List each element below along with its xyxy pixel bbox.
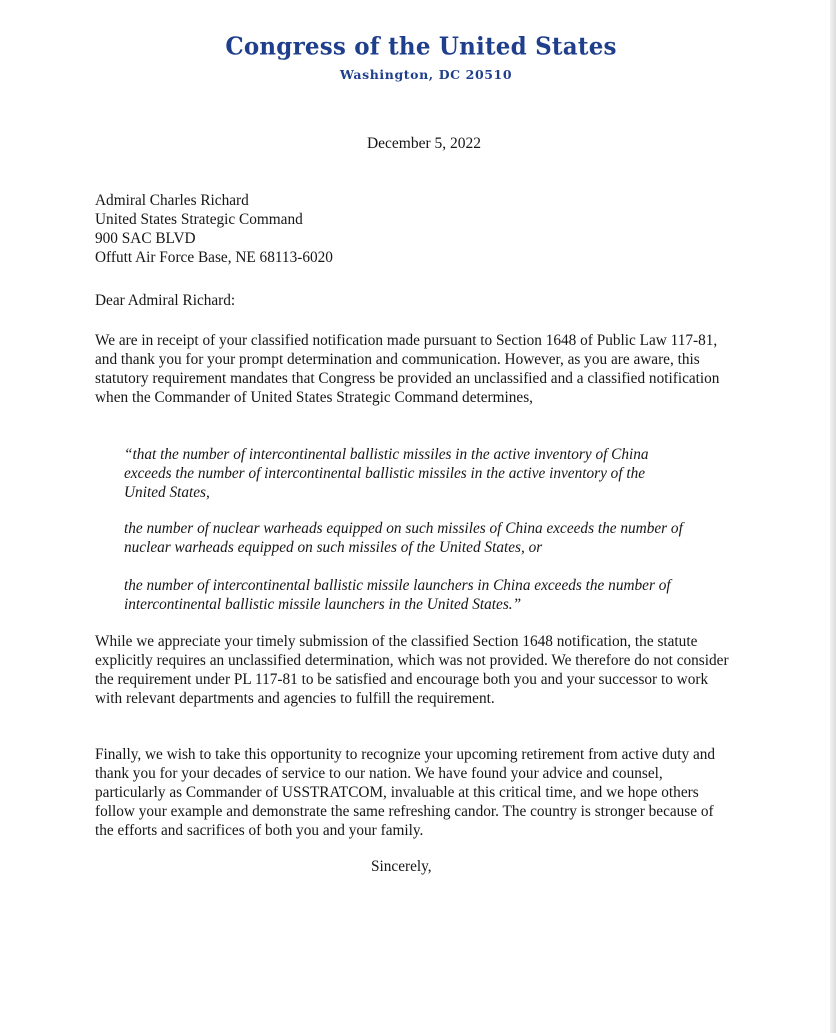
quote-item: the number of intercontinental ballistic missile launchers in China exceeds the number of intercontinental ballistic missile launchers in the United States.” (124, 577, 671, 613)
page-edge (830, 0, 836, 1033)
quote-item: “that the number of intercontinental ballistic missiles in the active inventory of China exceeds the number of intercontinental ballistic missiles in the active inventory of the United States, (124, 446, 649, 501)
address-line: United States Strategic Command (95, 211, 303, 228)
paragraph-determination: While we appreciate your timely submission of the classified Section 1648 notification, the statute explicitly requires an unclassified determination, which was not provided. We therefore do not consider the requirement under PL 117-81 to be satisfied and encourage both you and your successor to work with relevant departments and agencies to fulfill the requirement. (95, 633, 729, 707)
address-line: 900 SAC BLVD (95, 230, 196, 247)
quote-item: the number of nuclear warheads equipped on such missiles of China exceeds the number of nuclear warheads equipped on such missiles of the United States, or (124, 520, 683, 556)
letter-date: December 5, 2022 (366, 135, 482, 152)
paragraph-intro: We are in receipt of your classified notification made pursuant to Section 1648 of Public Law 117-81, and thank you for your prompt determination and communication. However, as you are aware, this statutory requirement mandates that Congress be provided an unclassified and a classified notification when the Commander of United States Strategic Command determines, (95, 332, 720, 406)
salutation: Dear Admiral Richard: (95, 292, 236, 309)
address-line: Admiral Charles Richard (95, 192, 249, 209)
letterhead-subtitle: Washington, DC 20510 (339, 67, 513, 82)
closing: Sincerely, (371, 858, 432, 875)
letterhead-title: Congress of the United States (225, 32, 617, 61)
paragraph-retirement: Finally, we wish to take this opportunity to recognize your upcoming retirement from active duty and thank you for your decades of service to our nation. We have found your advice and counsel, particularly as Commander of USSTRATCOM, invaluable at this critical time, and we hope others follow your example and demonstrate the same refreshing candor. The country is stronger because of the efforts and sacrifices of both you and your family. (95, 746, 716, 839)
recipient-address (95, 191, 730, 267)
address-line: Offutt Air Force Base, NE 68113-6020 (95, 249, 333, 266)
letterhead (0, 33, 836, 82)
